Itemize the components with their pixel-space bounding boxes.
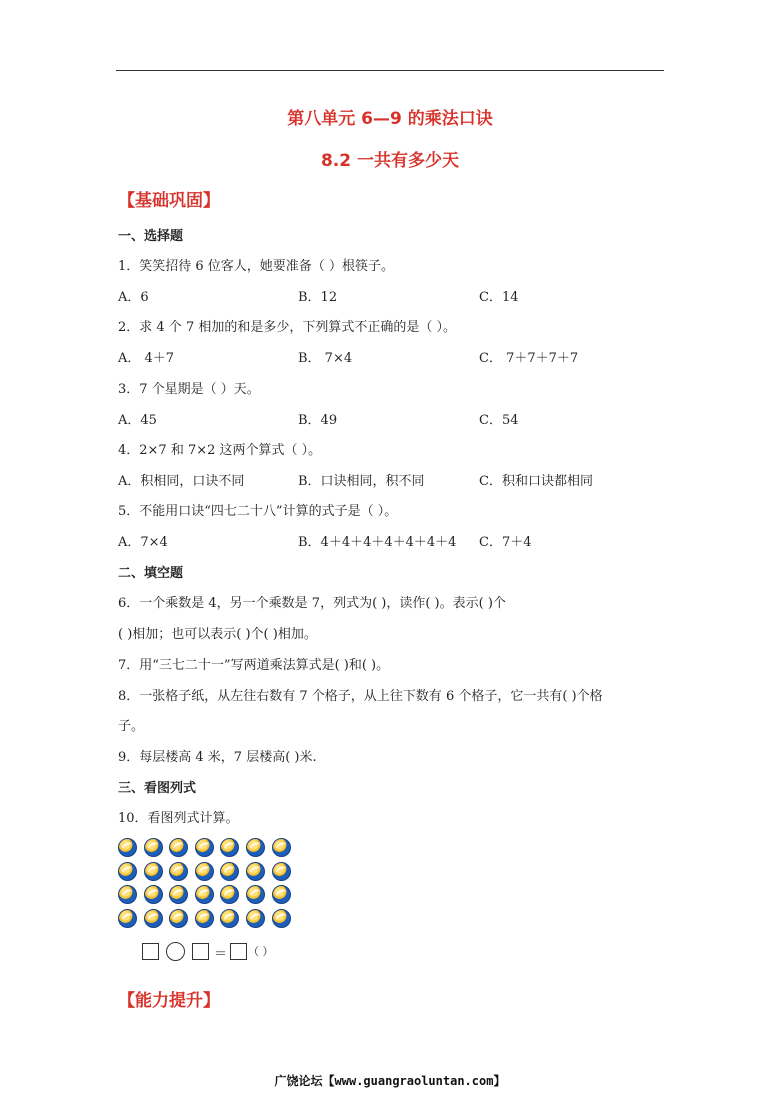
volleyball-icon: [272, 862, 291, 881]
header-rule: [116, 70, 664, 71]
volleyball-icon: [144, 885, 163, 904]
volleyball-icon: [169, 909, 188, 928]
volleyball-icon: [169, 885, 188, 904]
q3-option-a: A．45: [118, 413, 157, 428]
q4-option-c: C．积和口诀都相同: [479, 474, 593, 489]
answer-box-2: [192, 943, 209, 960]
volleyball-icon: [246, 838, 265, 857]
volleyball-icon: [144, 838, 163, 857]
question-9: 9．每层楼高 4 米，7 层楼高( )米.: [118, 750, 317, 765]
q5-option-b: B．4＋4＋4＋4＋4＋4＋4: [298, 535, 457, 550]
part1-heading: 一、选择题: [118, 229, 184, 244]
part2-heading: 二、填空题: [118, 566, 184, 581]
question-2: 2．求 4 个 7 相加的和是多少，下列算式不正确的是（ ）。: [118, 320, 456, 335]
footer-text: 广饶论坛【www.guangraoluntan.com】: [274, 1074, 506, 1088]
q2-option-c: C． 7＋7＋7＋7: [479, 351, 579, 366]
volleyball-icon: [144, 909, 163, 928]
section-basic: 【基础巩固】: [118, 191, 220, 211]
q4-option-a: A．积相同，口诀不同: [118, 474, 245, 489]
volleyball-icon: [272, 838, 291, 857]
section-advanced: 【能力提升】: [118, 991, 220, 1011]
volleyball-icon: [144, 862, 163, 881]
question-4: 4．2×7 和 7×2 这两个算式（ ）。: [118, 443, 322, 458]
volleyball-icon: [220, 838, 239, 857]
q2-option-b: B． 7×4: [298, 351, 353, 366]
operator-circle: [166, 942, 185, 961]
volleyball-icon: [195, 909, 214, 928]
q2-option-a: A． 4＋7: [118, 351, 175, 366]
volleyball-icon: [246, 909, 265, 928]
volleyball-icon: [220, 885, 239, 904]
volleyball-icon: [169, 838, 188, 857]
volleyball-icon: [195, 838, 214, 857]
question-3: 3．7 个星期是（ ）天。: [118, 382, 260, 397]
q4-option-b: B．口诀相同，积不同: [298, 474, 425, 489]
question-6-line1: 6．一个乘数是 4，另一个乘数是 7，列式为( )，读作( )。表示( )个: [118, 596, 506, 611]
volleyball-icon: [246, 885, 265, 904]
question-5: 5．不能用口诀“四七二十八”计算的式子是（ ）。: [118, 504, 398, 519]
volleyball-icon: [169, 862, 188, 881]
question-8-line2: 子。: [118, 719, 145, 734]
ball-grid: [118, 838, 298, 930]
answer-box-3: [230, 943, 247, 960]
volleyball-icon: [118, 838, 137, 857]
q3-option-c: C．54: [479, 413, 519, 428]
volleyball-icon: [118, 909, 137, 928]
volleyball-icon: [195, 862, 214, 881]
volleyball-icon: [272, 885, 291, 904]
question-1: 1．笑笑招待 6 位客人，她要准备（ ）根筷子。: [118, 259, 394, 274]
q5-option-a: A．7×4: [118, 535, 168, 550]
volleyball-icon: [118, 885, 137, 904]
answer-box-1: [142, 943, 159, 960]
equals-sign: ＝: [214, 947, 228, 962]
question-7: 7．用“三七二十一”写两道乘法算式是( )和( )。: [118, 658, 390, 673]
unit-paren: （ ）: [248, 945, 274, 958]
volleyball-icon: [246, 862, 265, 881]
q1-option-b: B．12: [298, 290, 338, 305]
page-title: 第八单元 6—9 的乘法口诀: [287, 109, 493, 129]
q1-option-c: C．14: [479, 290, 519, 305]
volleyball-icon: [272, 909, 291, 928]
q5-option-c: C．7＋4: [479, 535, 532, 550]
question-6-line2: ( )相加；也可以表示( )个( )相加。: [118, 627, 317, 642]
question-10: 10．看图列式计算。: [118, 811, 239, 826]
volleyball-icon: [220, 862, 239, 881]
question-8-line1: 8．一张格子纸，从左往右数有 7 个格子，从上往下数有 6 个格子，它一共有( )个格: [118, 689, 603, 704]
part3-heading: 三、看图列式: [118, 781, 197, 796]
volleyball-icon: [220, 909, 239, 928]
q1-option-a: A．6: [118, 290, 149, 305]
volleyball-icon: [118, 862, 137, 881]
page-subtitle: 8.2 一共有多少天: [320, 151, 460, 171]
q3-option-b: B．49: [298, 413, 338, 428]
volleyball-icon: [195, 885, 214, 904]
